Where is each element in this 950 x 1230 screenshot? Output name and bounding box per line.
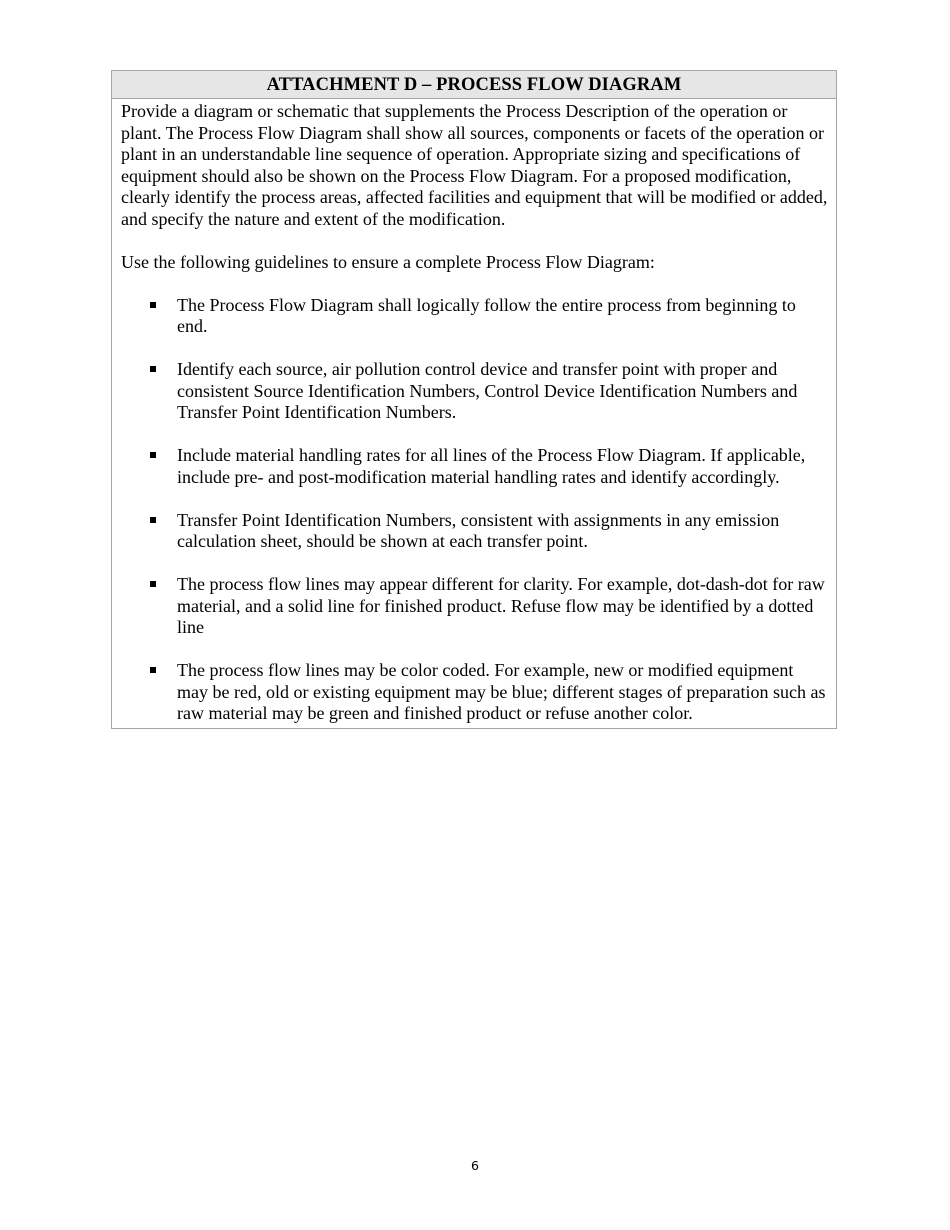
square-bullet-icon: [150, 667, 156, 673]
square-bullet-icon: [150, 366, 156, 372]
guideline-text: Identify each source, air pollution control device and transfer point with proper and consistent Source Identification Numbers, Control Device Identification Numbers and Transfer Point Identification Numbers.: [177, 359, 798, 422]
guideline-text: The process flow lines may appear different for clarity. For example, dot-dash-dot for raw material, and a solid line for finished product. Refuse flow may be identified by a dotted line: [177, 574, 825, 637]
guideline-item: [121, 445, 828, 488]
guidelines-lead-text: Use the following guidelines to ensure a complete Process Flow Diagram:: [121, 251, 655, 272]
guideline-text: The Process Flow Diagram shall logically follow the entire process from beginning to end.: [177, 294, 796, 336]
guideline-item: [121, 359, 828, 424]
attachment-d-box: [111, 70, 837, 729]
guideline-text: Include material handling rates for all lines of the Process Flow Diagram. If applicable, include pre- and post-modification material handling rates and identify accordingly.: [177, 445, 806, 487]
square-bullet-icon: [150, 581, 156, 587]
square-bullet-icon: [150, 517, 156, 523]
guideline-item: [121, 660, 828, 725]
guidelines-list: [121, 295, 828, 725]
attachment-body: [112, 99, 836, 728]
attachment-title: ATTACHMENT D – PROCESS FLOW DIAGRAM: [112, 71, 836, 99]
square-bullet-icon: [150, 452, 156, 458]
guideline-item: [121, 295, 828, 338]
intro-paragraph: Provide a diagram or schematic that supplements the Process Description of the operation or plant. The Process Flow Diagram shall show all sources, components or facets of the operation or plant in an understandable line sequence of operation. Appropriate sizing and specifications of equipment should also be shown on the Process Flow Diagram. For a proposed modification, clearly identify the process areas, affected facilities and equipment that will be modified or added, and specify the nature and extent of the modification.: [121, 101, 828, 229]
guideline-item: [121, 574, 828, 639]
square-bullet-icon: [150, 302, 156, 308]
guideline-text: Transfer Point Identification Numbers, consistent with assignments in any emission calculation sheet, should be shown at each transfer point.: [177, 509, 780, 551]
guideline-text: The process flow lines may be color coded. For example, new or modified equipment may be red, old or existing equipment may be blue; different stages of preparation such as raw material may be green and finished product or refuse another color.: [177, 660, 826, 723]
page-number: 6: [471, 1158, 479, 1173]
guideline-item: [121, 510, 828, 553]
